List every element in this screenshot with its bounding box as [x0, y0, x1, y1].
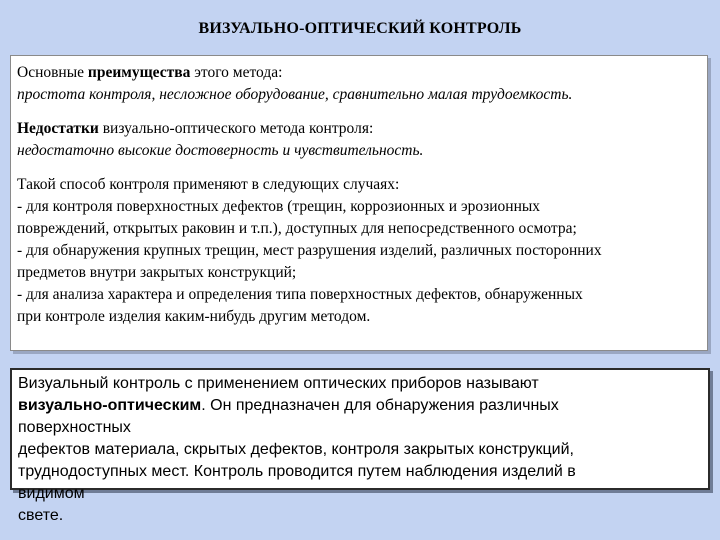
advantages-lead: Основные [17, 64, 88, 81]
cases-line: - для анализа характера и определения типа поверхностных дефектов, обнаруженных [17, 286, 583, 303]
cases-line: повреждений, открытых раковин и т.п.), доступных для непосредственного осмотра; [17, 220, 577, 237]
advantages-keyword: преимущества [87, 64, 191, 81]
definition-line: видимом [18, 485, 85, 502]
definition-text [18, 373, 658, 527]
disadvantages-keyword: Недостатки [17, 120, 99, 137]
definition-line-rest: . Он предназначен для обнаружения различных [201, 397, 559, 414]
methods-summary-box [10, 55, 708, 351]
definition-term: визуально-оптическим [18, 397, 202, 414]
advantages-lead-end: этого метода: [190, 64, 283, 81]
advantages-text: простота контроля, несложное оборудование, сравнительно малая трудоемкость. [17, 86, 573, 103]
definition-line: свете. [18, 507, 64, 524]
cases-line: при контроле изделия каким-нибудь другим методом. [17, 308, 371, 325]
definition-line: дефектов материала, скрытых дефектов, контроля закрытых конструкций, [18, 441, 574, 458]
disadvantages-text: недостаточно высокие достоверность и чувствительность. [17, 142, 424, 159]
definition-line: труднодоступных мест. Контроль проводится путем наблюдения изделий в [18, 463, 576, 480]
advantages-heading [17, 62, 701, 84]
definition-line: поверхностных [18, 419, 131, 436]
disadvantages-lead-end: визуально-оптического метода контроля: [98, 120, 374, 137]
slide-title: ВИЗУАЛЬНО-ОПТИЧЕСКИЙ КОНТРОЛЬ [198, 20, 522, 37]
cases-intro: Такой способ контроля применяют в следующих случаях: [17, 176, 400, 193]
cases-line: - для контроля поверхностных дефектов (трещин, коррозионных и эрозионных [17, 198, 541, 215]
disadvantages-heading [17, 118, 701, 140]
cases-line: - для обнаружения крупных трещин, мест разрушения изделий, различных посторонних [17, 242, 602, 259]
cases-line: предметов внутри закрытых конструкций; [17, 264, 297, 281]
definition-line [18, 395, 658, 417]
definition-line: Визуальный контроль с применением оптических приборов называют [18, 375, 539, 392]
